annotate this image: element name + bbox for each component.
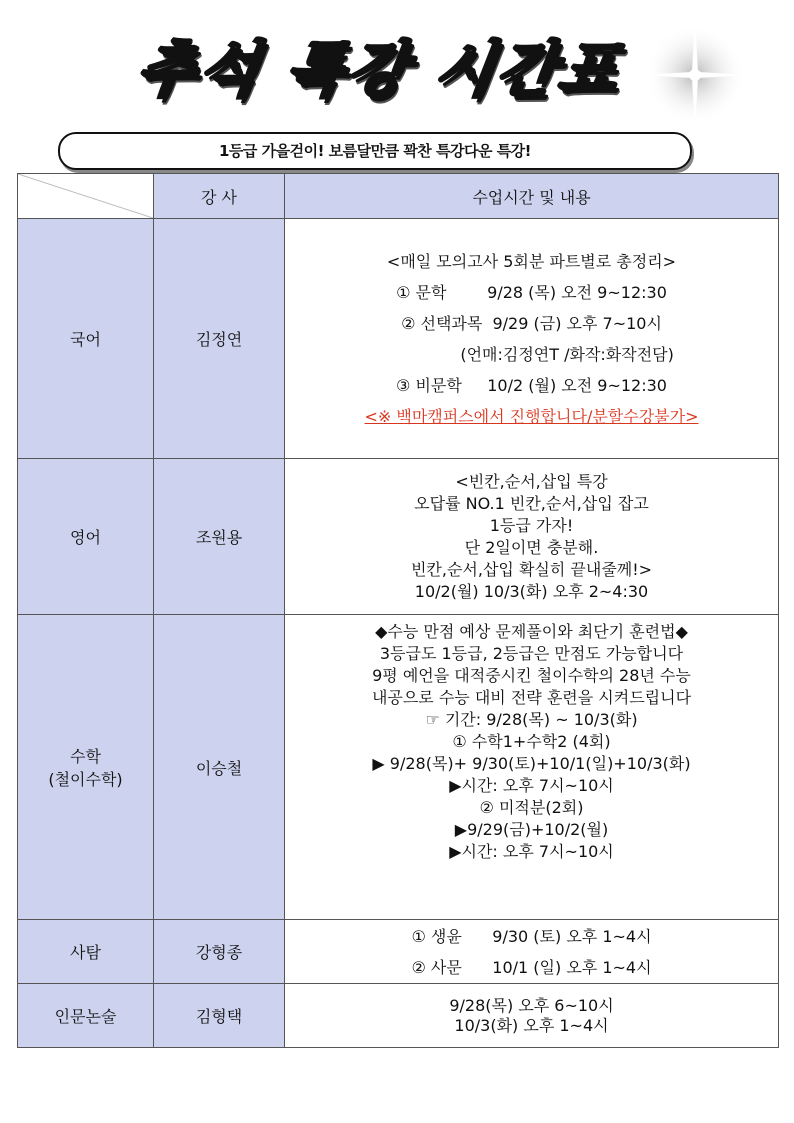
content-line: ② 사문 10/1 (일) 오후 1~4시	[411, 957, 652, 977]
subject-cell: 국어	[18, 219, 154, 458]
content-line: ◆수능 만점 예상 문제풀이와 최단기 훈련법◆	[375, 622, 688, 641]
content-line: 10/2(월) 10/3(화) 오후 2~4:30	[414, 581, 649, 601]
content-cell	[285, 219, 779, 458]
instructor-cell: 김정연	[154, 219, 285, 458]
content-line: ① 문학 9/28 (목) 오전 9~12:30	[396, 282, 667, 302]
content-line: ▶시간: 오후 7시~10시	[449, 776, 614, 795]
content-line: 빈칸,순서,삽입 확실히 끝내줄께!>	[410, 559, 653, 579]
subject-sub: (철이수학)	[48, 770, 123, 789]
content-line: ③ 비문학 10/2 (월) 오전 9~12:30	[396, 375, 667, 395]
content-line: 9/28(목) 오후 6~10시	[449, 995, 614, 1015]
content-line: ▶9/29(금)+10/2(월)	[454, 820, 609, 839]
subtitle-banner: 1등급 가을걷이! 보름달만큼 꽉찬 특강다운 특강!	[58, 132, 692, 170]
content-line: ① 수학1+수학2 (4회)	[452, 732, 611, 751]
diagonal-line	[18, 174, 153, 218]
table-row	[18, 984, 779, 1048]
content-cell	[285, 459, 779, 614]
instructor-cell: 김형택	[154, 984, 285, 1047]
table-row	[18, 219, 779, 459]
notice-text: <※ 백마캠퍼스에서 진행합니다/분할수강불가>	[364, 406, 699, 426]
subject-name: 수학	[70, 747, 101, 766]
instructor-cell: 강형종	[154, 920, 285, 983]
content-line: 단 2일이면 충분해.	[464, 537, 599, 557]
content-line: 3등급도 1등급, 2등급은 만점도 가능합니다	[379, 644, 684, 663]
header-content: 수업시간 및 내용	[285, 174, 779, 218]
table-header	[18, 174, 779, 219]
subject-cell	[18, 615, 154, 919]
sparkle-icon	[640, 20, 750, 130]
content-line: ① 생윤 9/30 (토) 오후 1~4시	[411, 926, 652, 946]
content-cell	[285, 920, 779, 983]
header-instructor: 강 사	[154, 174, 285, 218]
instructor-cell: 이승철	[154, 615, 285, 919]
content-line: ② 선택과목 9/29 (금) 오후 7~10시	[401, 313, 662, 333]
content-line: 9평 예언을 대적중시킨 철이수학의 28년 수능	[372, 666, 691, 685]
subject-cell: 사탐	[18, 920, 154, 983]
content-cell	[285, 615, 779, 919]
content-line: 오답률 NO.1 빈칸,순서,삽입 잡고	[414, 493, 649, 513]
content-line: <매일 모의고사 5회분 파트별로 총정리>	[386, 251, 677, 271]
corner-cell	[18, 174, 154, 218]
content-line: (언매:김정연T /화작:화작전담)	[389, 344, 674, 364]
content-line: 내공으로 수능 대비 전략 훈련을 시켜드립니다	[371, 688, 692, 707]
table-row	[18, 920, 779, 984]
content-line: ☞ 기간: 9/28(목) ~ 10/3(화)	[425, 710, 638, 729]
content-line: 10/3(화) 오후 1~4시	[454, 1015, 609, 1035]
content-line: 1등급 가자!	[489, 515, 574, 535]
content-line: ② 미적분(2회)	[479, 798, 584, 817]
table-row	[18, 459, 779, 615]
content-line: <빈칸,순서,삽입 특강	[455, 471, 608, 491]
instructor-cell: 조원용	[154, 459, 285, 614]
timetable	[17, 173, 779, 1048]
subject-cell: 영어	[18, 459, 154, 614]
page-title: 추석 특강 시간표	[132, 35, 626, 105]
table-row	[18, 615, 779, 920]
content-cell	[285, 984, 779, 1047]
content-line: ▶ 9/28(목)+ 9/30(토)+10/1(일)+10/3(화)	[372, 754, 691, 773]
content-line: ▶시간: 오후 7시~10시	[449, 842, 614, 861]
subject-cell: 인문논술	[18, 984, 154, 1047]
